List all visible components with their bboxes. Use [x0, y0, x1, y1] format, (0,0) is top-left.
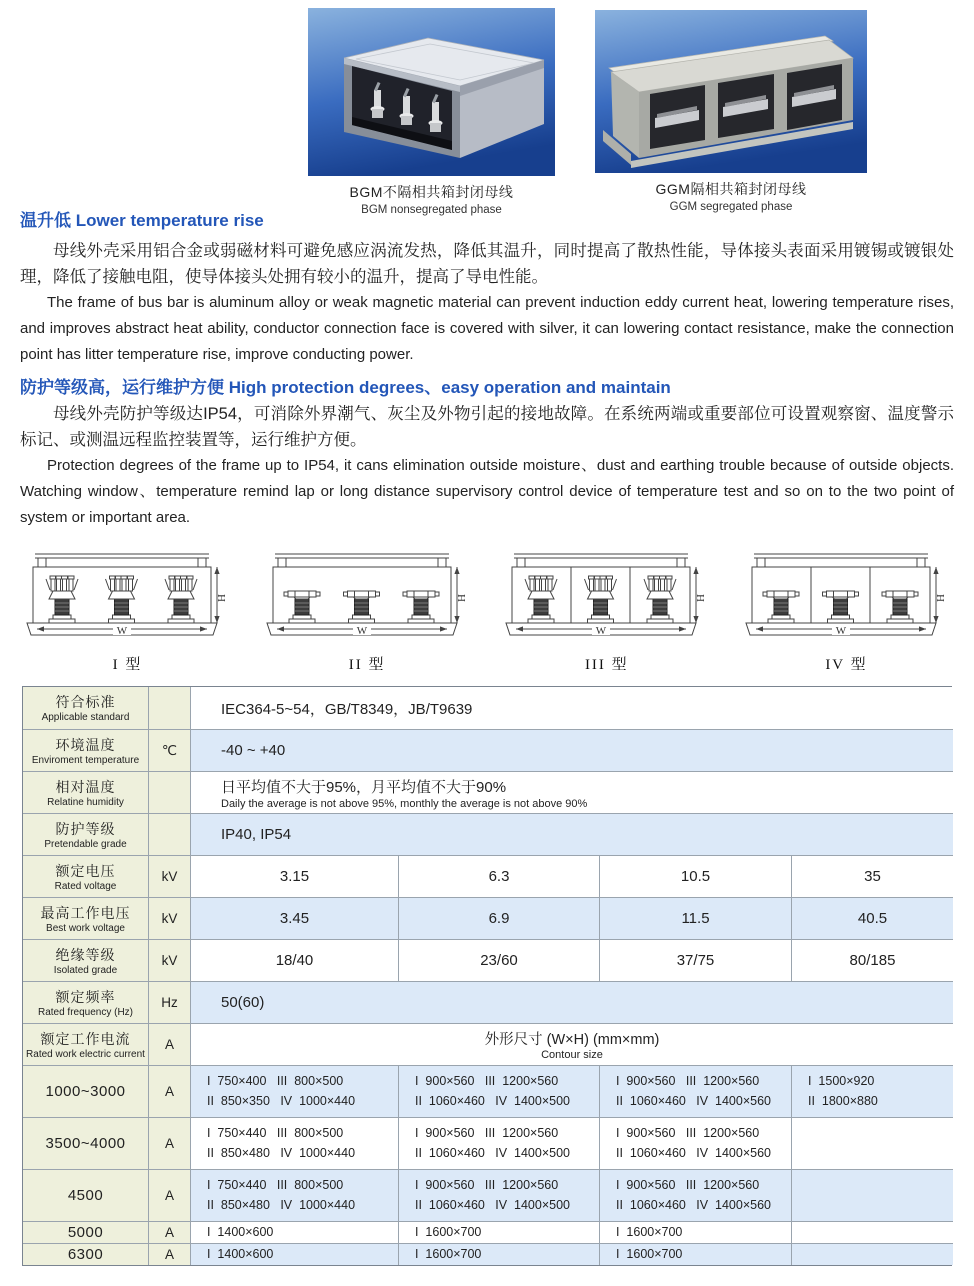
height-dimension-label: H [216, 594, 228, 602]
row-unit: Hz [148, 981, 190, 1023]
size-cell [398, 1221, 599, 1243]
row-label-cn: 额定电压 [55, 862, 116, 879]
row-unit: kV [148, 939, 190, 981]
type-diagrams [25, 545, 949, 674]
row-label-cn: 相对温度 [55, 778, 116, 795]
row-label-cn: 环境温度 [55, 736, 116, 753]
table-row [23, 1065, 951, 1117]
size-cell [190, 1117, 398, 1169]
table-row [23, 981, 951, 1023]
row-unit: A [148, 1023, 190, 1065]
size-line: II 850×350 IV 1000×440 [207, 1093, 356, 1108]
section-heading-protection: 防护等级高，运行维护方便 High protection degrees、easy operation and maintain [20, 378, 671, 397]
span-line: Daily the average is not above 95%, monthly the average is not above 90% [221, 797, 588, 810]
value-cell: 37/75 [599, 939, 791, 981]
row-unit: A [148, 1243, 190, 1265]
value-cell: 3.45 [190, 897, 398, 939]
size-cell [599, 1221, 791, 1243]
size-line: I 900×560 III 1200×560 [616, 1126, 760, 1141]
body-text [20, 238, 954, 531]
value-cell: 40.5 [791, 897, 953, 939]
value-cell: 3.15 [190, 855, 398, 897]
row-label [23, 1221, 148, 1243]
paragraph-cn-temperature: 母线外壳采用铝合金或弱磁材料可避免感应涡流发热，降低其温升，同时提高了散热性能，导体接头表面采用镀锡或镀银处理，降低了接触电阻，使导体接头处拥有较小的温升，提高了导电性能。 [20, 242, 954, 286]
size-cell [190, 1065, 398, 1117]
table-row [23, 897, 951, 939]
size-line: I 900×560 III 1200×560 [415, 1126, 559, 1141]
height-dimension-label: H [695, 594, 708, 602]
value-cell: 10.5 [599, 855, 791, 897]
size-line: II 1060×460 IV 1400×560 [616, 1145, 771, 1160]
span-line: Contour size [541, 1049, 603, 1061]
span-cell [190, 729, 953, 771]
diagram-type-4-drawing [744, 545, 949, 641]
ggm-caption-en: GGM segregated phase [669, 201, 793, 213]
value-cell: 11.5 [599, 897, 791, 939]
value-cell: 18/40 [190, 939, 398, 981]
span-line: IP40, IP54 [221, 826, 292, 843]
size-cell [791, 1065, 953, 1117]
size-cell [599, 1169, 791, 1221]
row-unit: A [148, 1065, 190, 1117]
row-label [23, 1117, 148, 1169]
row-label [23, 771, 148, 813]
top-section [0, 0, 974, 238]
width-dimension-label: W [835, 625, 847, 637]
row-label-cn: 绝缘等级 [55, 946, 116, 963]
ggm-caption-cn: GGM隔相共箱封闭母线 [655, 181, 807, 197]
width-dimension-label: W [596, 625, 607, 637]
size-cell [599, 1117, 791, 1169]
diagram-type-2-label: II 型 [348, 657, 386, 673]
value-cell: 6.3 [398, 855, 599, 897]
span-cell [190, 1023, 953, 1065]
row-label-cn: 最高工作电压 [40, 904, 131, 921]
height-dimension-label: H [455, 594, 468, 602]
diagram-type-3-label: III 型 [584, 657, 629, 673]
diagram-type-2 [265, 545, 470, 674]
size-line: II 850×480 IV 1000×440 [207, 1145, 356, 1160]
table-row [23, 729, 951, 771]
size-line: II 1060×460 IV 1400×500 [415, 1145, 570, 1160]
height-dimension-label: H [934, 594, 947, 602]
table-row [23, 1221, 951, 1243]
table-row [23, 813, 951, 855]
span-line: 日平均值不大于95%，月平均值不大于90% [221, 778, 507, 796]
row-label [23, 1023, 148, 1065]
size-line: II 1060×460 IV 1400×500 [415, 1093, 570, 1108]
size-line: I 750×440 III 800×500 [207, 1126, 344, 1141]
width-dimension-label: W [356, 625, 367, 637]
span-line: -40 ~ +40 [221, 742, 286, 759]
diagram-type-3 [504, 545, 709, 674]
size-line: I 1500×920 [808, 1074, 875, 1089]
table-row [23, 1169, 951, 1221]
row-label [23, 897, 148, 939]
span-line: 外形尺寸 (W×H) (mm×mm) [484, 1032, 660, 1048]
bgm-product-image [308, 8, 555, 176]
table-row [23, 1117, 951, 1169]
row-label [23, 981, 148, 1023]
size-cell [791, 1221, 953, 1243]
row-label-en: Applicable standard [41, 712, 130, 723]
table-row [23, 855, 951, 897]
width-dimension-label: W [116, 625, 128, 637]
row-label [23, 855, 148, 897]
row-unit [148, 687, 190, 729]
row-label-en: Pretendable grade [44, 838, 127, 850]
bgm-caption-en: BGM nonsegregated phase [361, 204, 502, 216]
row-label-en: Rated voltage [54, 880, 117, 892]
row-unit: A [148, 1117, 190, 1169]
size-cell [599, 1065, 791, 1117]
size-line: I 1600×700 [415, 1246, 482, 1261]
value-cell: 80/185 [791, 939, 953, 981]
bgm-photo [308, 8, 555, 216]
size-line: II 1060×460 IV 1400×560 [616, 1197, 771, 1212]
row-label [23, 939, 148, 981]
row-unit [148, 813, 190, 855]
section-heading-temperature-rise: 温升低 Lower temperature rise [20, 211, 264, 230]
value-cell: 23/60 [398, 939, 599, 981]
paragraph-en-protection: Protection degrees of the frame up to IP54, it cans elimination outside moisture、dust and earthing trouble because of outside objects. Watching window、temperature remind lap or long distance supervisory control device of temperature test and so on to the two point of system or important area. [20, 457, 954, 526]
table-row [23, 1023, 951, 1065]
row-unit: A [148, 1169, 190, 1221]
row-label-cn: 5000 [67, 1224, 104, 1241]
size-line: I 1400×600 [207, 1246, 274, 1261]
row-label-cn: 防护等级 [55, 820, 116, 837]
span-line: 50(60) [221, 994, 265, 1011]
diagram-type-3-drawing [504, 545, 709, 641]
size-line: I 1600×700 [616, 1224, 683, 1239]
bgm-caption-cn: BGM不隔相共箱封闭母线 [349, 184, 514, 200]
row-label-cn: 3500~4000 [45, 1135, 126, 1152]
row-label-cn: 1000~3000 [45, 1083, 126, 1100]
diagram-type-1-drawing [25, 545, 230, 641]
row-label-en: Rated frequency (Hz) [37, 1006, 134, 1018]
paragraph-cn-protection: 母线外壳防护等级达IP54，可消除外界潮气、灰尘及外物引起的接地故障。在系统两端或重要部位可设置观察窗、温度警示标记、或测温远程监控装置等，运行维护方便。 [20, 405, 954, 449]
size-cell [599, 1243, 791, 1265]
span-line: IEC364-5~54，GB/T8349，JB/T9639 [221, 700, 473, 718]
row-unit: ℃ [148, 729, 190, 771]
table-row [23, 939, 951, 981]
size-cell [398, 1117, 599, 1169]
row-label-cn: 6300 [67, 1246, 104, 1263]
row-label-cn: 额定工作电流 [40, 1030, 131, 1047]
ggm-photo [595, 10, 867, 213]
value-cell: 35 [791, 855, 953, 897]
row-label [23, 687, 148, 729]
size-line: II 1060×460 IV 1400×500 [415, 1197, 570, 1212]
row-label [23, 1065, 148, 1117]
size-cell [190, 1243, 398, 1265]
diagram-type-2-drawing [265, 545, 470, 641]
row-label-en: Isolated grade [53, 964, 118, 976]
diagram-type-1-label: I 型 [112, 657, 143, 673]
size-line: II 850×480 IV 1000×440 [207, 1197, 356, 1212]
row-unit [148, 771, 190, 813]
size-line: I 750×400 III 800×500 [207, 1074, 344, 1089]
paragraph-en-temperature: The frame of bus bar is aluminum alloy or weak magnetic material can prevent induction eddy current heat, lowering temperature rises, and improves abstract heat ability, conductor connection face is covered with silver, it can lowering contact resistance, make the connection point has litter temperature rise, improve conducting power. [20, 294, 954, 363]
size-cell [791, 1243, 953, 1265]
size-cell [398, 1243, 599, 1265]
row-label-cn: 额定频率 [55, 988, 116, 1005]
size-cell [791, 1117, 953, 1169]
span-cell [190, 981, 953, 1023]
table-row [23, 771, 951, 813]
row-unit: A [148, 1221, 190, 1243]
size-line: I 1600×700 [616, 1246, 683, 1261]
size-line: I 900×560 III 1200×560 [415, 1074, 559, 1089]
spec-table [22, 686, 952, 1266]
size-cell [398, 1169, 599, 1221]
size-line: I 900×560 III 1200×560 [415, 1178, 559, 1193]
size-line: II 1800×880 [808, 1093, 878, 1108]
span-cell [190, 813, 953, 855]
diagram-type-1 [25, 545, 230, 674]
size-line: I 900×560 III 1200×560 [616, 1178, 760, 1193]
size-line: I 1600×700 [415, 1224, 482, 1239]
size-cell [190, 1169, 398, 1221]
row-label-cn: 4500 [67, 1187, 104, 1204]
row-label [23, 1243, 148, 1265]
row-unit: kV [148, 897, 190, 939]
ggm-product-image [595, 10, 867, 173]
row-label [23, 1169, 148, 1221]
row-label [23, 813, 148, 855]
row-label-en: Rated work electric current [26, 1048, 145, 1060]
row-label-en: Relatine humidity [47, 796, 124, 808]
size-line: I 900×560 III 1200×560 [616, 1074, 760, 1089]
row-unit: kV [148, 855, 190, 897]
row-label-en: Best work voltage [46, 922, 125, 934]
diagram-type-4 [744, 545, 949, 674]
row-label [23, 729, 148, 771]
span-cell [190, 687, 953, 729]
row-label-cn: 符合标准 [55, 694, 116, 710]
table-row [23, 1243, 951, 1265]
size-cell [791, 1169, 953, 1221]
span-cell [190, 771, 953, 813]
size-line: II 1060×460 IV 1400×560 [616, 1093, 771, 1108]
size-cell [398, 1065, 599, 1117]
size-line: I 1400×600 [207, 1224, 274, 1239]
size-line: I 750×440 III 800×500 [207, 1178, 344, 1193]
row-label-en: Enviroment temperature [31, 754, 140, 766]
table-row [23, 687, 951, 729]
size-cell [190, 1221, 398, 1243]
diagram-type-4-label: IV 型 [825, 657, 868, 673]
value-cell: 6.9 [398, 897, 599, 939]
